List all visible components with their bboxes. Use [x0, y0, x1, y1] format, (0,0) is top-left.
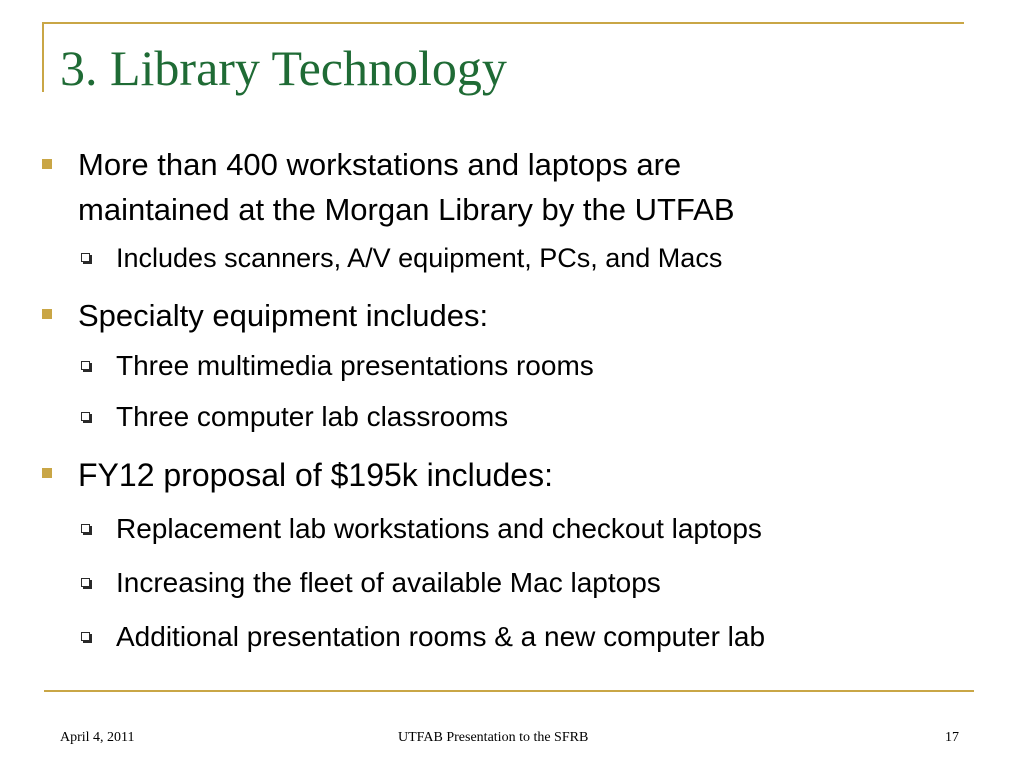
slide-content: [38, 142, 988, 661]
shadowed-square-bullet-icon: [81, 412, 90, 421]
bullet-text: FY12 proposal of $195k includes:: [78, 457, 553, 493]
subbullet-item-replacement: [38, 505, 988, 553]
footer-date: April 4, 2011: [60, 730, 135, 745]
footer-divider: [44, 690, 974, 692]
subbullet-item-multimedia: [38, 342, 988, 390]
subbullet-item-mac-laptops: [38, 559, 988, 607]
subbullet-item-presentation-rooms: [38, 613, 988, 661]
subbullet-text: Additional presentation rooms & a new computer lab: [116, 621, 766, 652]
subbullet-text: Three multimedia presentations rooms: [116, 350, 594, 381]
subbullet-item-computer-lab: [38, 393, 988, 441]
bullet-text-line-2: maintained at the Morgan Library by the UTFAB: [78, 192, 735, 227]
footer-presentation-title: UTFAB Presentation to the SFRB: [398, 730, 589, 745]
subbullet-text: Increasing the fleet of available Mac laptops: [116, 567, 661, 598]
shadowed-square-bullet-icon: [81, 524, 90, 533]
square-bullet-icon: [42, 159, 52, 169]
bullet-item-specialty: [38, 292, 988, 340]
shadowed-square-bullet-icon: [81, 253, 90, 262]
bullet-item-workstations: [38, 142, 988, 232]
square-bullet-icon: [42, 468, 52, 478]
footer-page-number: 17: [945, 730, 959, 745]
bullet-text-line-1: More than 400 workstations and laptops are: [78, 147, 682, 182]
subbullet-item-scanners: [38, 234, 988, 282]
shadowed-square-bullet-icon: [81, 578, 90, 587]
left-frame-line: [42, 22, 44, 92]
subbullet-text: Three computer lab classrooms: [116, 401, 509, 432]
shadowed-square-bullet-icon: [81, 632, 90, 641]
square-bullet-icon: [42, 309, 52, 319]
top-frame-line: [42, 22, 964, 24]
subbullet-text: Replacement lab workstations and checkout laptops: [116, 513, 762, 544]
subbullet-text: Includes scanners, A/V equipment, PCs, and Macs: [116, 243, 723, 273]
bullet-item-fy12: [38, 451, 988, 499]
shadowed-square-bullet-icon: [81, 361, 90, 370]
bullet-text: Specialty equipment includes:: [78, 298, 489, 333]
slide-title: 3. Library Technology: [60, 40, 507, 96]
